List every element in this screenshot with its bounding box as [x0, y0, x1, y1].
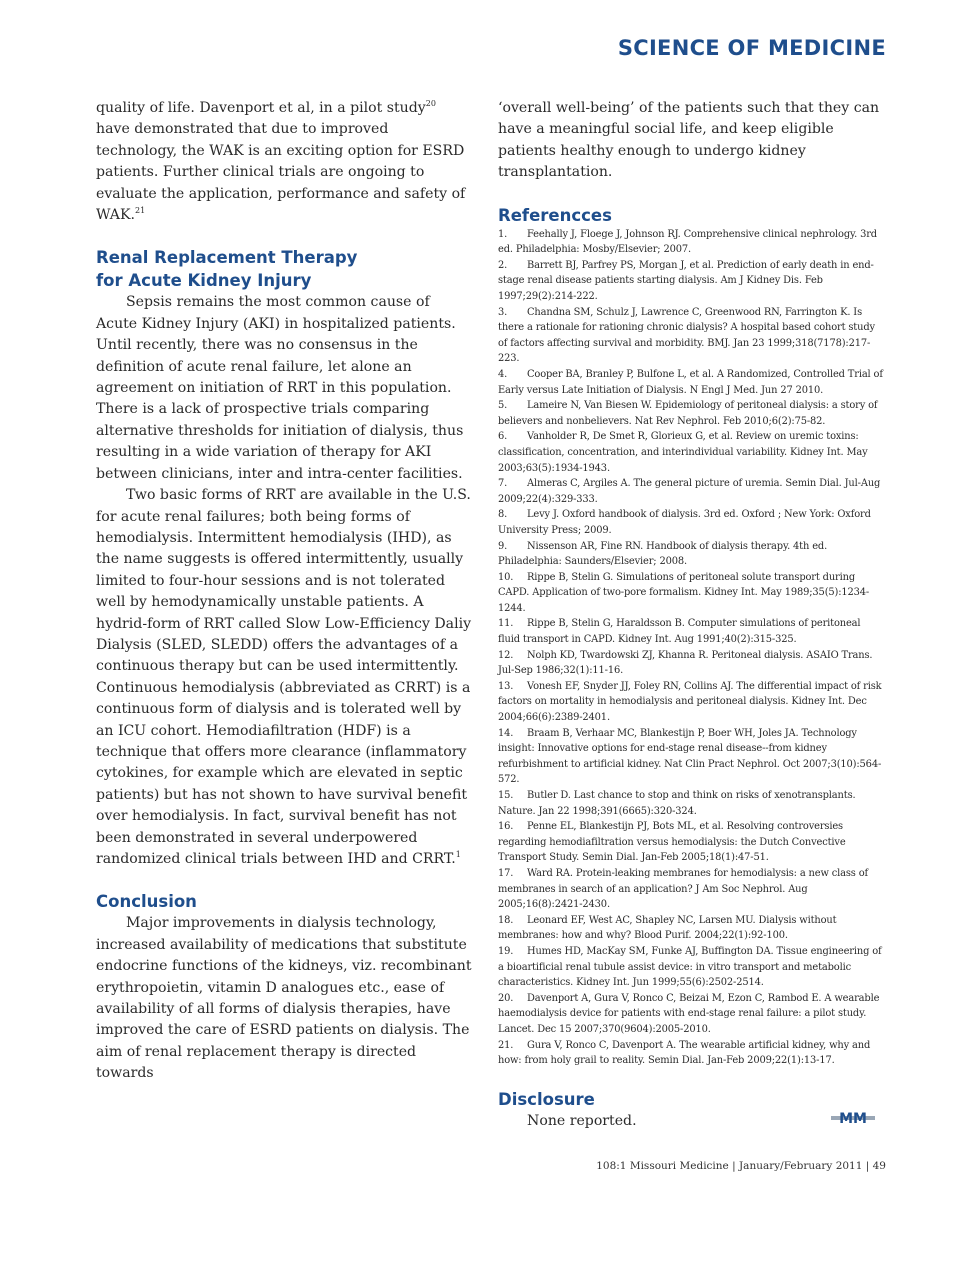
reference-item — [498, 398, 883, 429]
reference-text: Rippe B, Stelin G, Haraldsson B. Computer simulations of peritoneal fluid transport in CAPD. Kidney Int. Aug 1991;40(2):315-325. — [498, 618, 861, 646]
reference-number: 18. — [498, 914, 514, 926]
reference-text: Feehally J, Floege J, Johnson RJ. Comprehensive clinical nephrology. 3rd ed. Philadelphia: Mosby/Elsevier; 2007. — [498, 228, 877, 256]
reference-item — [498, 726, 883, 788]
reference-text: Butler D. Last chance to stop and think on risks of xenotransplants. Nature. Jan 22 1998;391(6665):320-324. — [498, 790, 856, 817]
reference-number: 7. — [498, 478, 508, 490]
reference-number: 8. — [498, 509, 508, 521]
reference-text: Gura V, Ronco C, Davenport A. The wearable artificial kidney, why and how: from holy grail to reality. Semin Dial. Jan-Feb 2009;22(1):13-17. — [498, 1039, 871, 1067]
reference-text: Lameire N, Van Biesen W. Epidemiology of peritoneal dialysis: a story of believers and nonbelievers. Nat Rev Nephrol. Feb 2010;6(2):75-82. — [498, 400, 878, 427]
reference-text: Vanholder R, De Smet R, Glorieux G, et al. Review on uremic toxins: classification, concentration, and interindividual variability. Kidney Int. May 2003;63(5):1934-1943. — [498, 431, 868, 474]
reference-list — [498, 227, 883, 1069]
reference-item — [498, 570, 883, 617]
reference-number: 3. — [498, 306, 508, 318]
reference-number: 12. — [498, 649, 514, 661]
reference-item — [498, 305, 883, 367]
paragraph-sepsis: Sepsis remains the most common cause of Acute Kidney Injury (AKI) in hospitalized patients. Until recently, there was no consensus in the definition of acute renal failure, let alone an agreement on initiation of RRT in this population. There is a lack of prospective trials comparing alternative thresholds for initiation of dialysis, thus resulting in a wide variation of therapy for AKI between clinicians, inter and intra-center facilities. — [96, 294, 464, 482]
reference-text: Nissenson AR, Fine RN. Handbook of dialysis therapy. 4th ed. Philadelphia: Saunders/Elsevier; 2008. — [498, 540, 828, 568]
paragraph-rrt-forms — [96, 485, 472, 870]
page-footer: 108:1 Missouri Medicine | January/February 2011 | 49 — [596, 1160, 886, 1172]
heading-line: for Acute Kidney Injury — [96, 271, 312, 291]
disclosure-row — [498, 1111, 883, 1132]
left-column — [96, 98, 472, 1085]
reference-item — [498, 258, 883, 305]
reference-item — [498, 476, 883, 507]
reference-number: 21. — [498, 1039, 514, 1051]
reference-number: 11. — [498, 618, 514, 630]
reference-text: Vonesh EF, Snyder JJ, Foley RN, Collins AJ. The differential impact of risk factors on mortality in hemodialysis and peritoneal dialysis. Kidney Int. Dec 2004;66(6):2389-2401. — [498, 680, 882, 724]
reference-item — [498, 367, 883, 398]
reference-item — [498, 648, 883, 679]
paragraph-conclusion: Major improvements in dialysis technology, increased availability of medications that substitute endocrine functions of the kidneys, viz. recombinant erythropoietin, vitamin D analogues etc., ease of availability of all forms of dialysis therapies, have improved the care of ESRD patients on dialysis. The aim of renal replacement therapy is directed towards — [96, 915, 472, 1082]
heading-references: Referencces — [498, 205, 612, 225]
reference-number: 1. — [498, 228, 508, 240]
heading-conclusion: Conclusion — [96, 892, 197, 912]
reference-number: 6. — [498, 431, 508, 443]
citation-superscript: 21 — [134, 206, 146, 216]
reference-number: 16. — [498, 821, 514, 833]
reference-number: 5. — [498, 400, 508, 412]
logo-text: MM — [839, 1110, 867, 1127]
reference-text: Humes HD, MacKay SM, Funke AJ, Buffington DA. Tissue engineering of a bioartificial renal tubule assist device: in vitro transport and metabolic characteristics. Kidney Int. Jun 1999;55(6):2502-2514. — [498, 945, 882, 989]
reference-text: Chandna SM, Schulz J, Lawrence C, Greenwood RN, Farrington K. Is there a rationale for rationing chronic dialysis? A hospital based cohort study of factors affecting survival and morbidity. BMJ. Jan 23 1999;318(7178):217-223. — [498, 306, 875, 365]
paragraph-text: Two basic forms of RRT are available in the U.S. for acute renal failures; both being forms of hemodialysis. Intermittent hemodialysis (IHD), as the name suggests is offered intermittently, usually limited to four-hour sessions and is not tolerated well by hemodynamically unstable patients. A hydrid-form of RRT called Slow Low-Efficiency Daliy Dialysis (SLED, SLEDD) offers the advantages of a continuous therapy but can be used intermittently. Continuous hemodialysis (abbreviated as CRRT) is a continuous form of dialysis and is tolerated well by an ICU cohort. Hemodiafiltration (HDF) is a technique that offers more clearance (inflammatory cytokines, for example which are elevated in septic patients) but has not shown to have survival benefit over hemodialysis. In fact, survival benefit has not been demonstrated in several underpowered randomized clinical trials between IHD and CRRT. — [96, 487, 472, 867]
right-column — [498, 98, 883, 1132]
disclosure-text: None reported. — [527, 1112, 637, 1129]
reference-number: 2. — [498, 259, 508, 271]
reference-text: Rippe B, Stelin G. Simulations of peritoneal solute transport during CAPD. Application of two-pore formalism. Kidney Int. May 1989;35(5):1234-1244. — [498, 571, 870, 614]
reference-number: 13. — [498, 680, 514, 692]
citation-superscript: 1 — [455, 850, 461, 859]
reference-text: Barrett BJ, Parfrey PS, Morgan J, et al. Prediction of early death in end-stage renal disease patients starting dialysis. Am J Kidney Dis. Feb 1997;29(2):214-222. — [498, 259, 874, 302]
citation-superscript: 20 — [425, 99, 436, 108]
paragraph-text: quality of life. Davenport et al, in a pilot study — [96, 100, 426, 116]
reference-text: Ward RA. Protein-leaking membranes for hemodialysis: a new class of membranes in search of an application? J Am Soc Nephrol. Aug 2005;16(8):2421-2430. — [498, 867, 869, 911]
reference-number: 17. — [498, 867, 514, 879]
reference-text: Almeras C, Argiles A. The general picture of uremia. Semin Dial. Jul-Aug 2009;22(4):329-333. — [498, 478, 881, 505]
heading-line: Renal Replacement Therapy — [96, 248, 358, 268]
reference-number: 19. — [498, 945, 514, 957]
reference-text: Leonard EF, West AC, Shapley NC, Larsen MU. Dialysis without membranes: how and why? Blood Purif. 2004;22(1):92-100. — [498, 914, 837, 942]
reference-number: 15. — [498, 790, 514, 801]
reference-item — [498, 429, 883, 476]
reference-text: Braam B, Verhaar MC, Blankestijn P, Boer WH, Joles JA. Technology insight: Innovative options for end-stage renal disease--from kidney refurbishment to artificial kidney. Nat Clin Pract Nephrol. Oct 2007;3(10):564-572. — [498, 727, 882, 786]
reference-number: 4. — [498, 368, 508, 380]
reference-item — [498, 991, 883, 1038]
reference-item — [498, 913, 883, 944]
reference-text: Cooper BA, Branley P, Bulfone L, et al. A Randomized, Controlled Trial of Early versus Late Initiation of Dialysis. N Engl J Med. Jun 27 2010. — [498, 368, 883, 396]
reference-item — [498, 788, 883, 819]
reference-text: Nolph KD, Twardowski ZJ, Khanna R. Peritoneal dialysis. ASAIO Trans. Jul-Sep 1986;32(1):11-16. — [498, 649, 873, 677]
reference-number: 14. — [498, 727, 514, 739]
reference-number: 9. — [498, 540, 508, 552]
reference-item — [498, 507, 883, 538]
reference-item — [498, 866, 883, 913]
missouri-medicine-logo-icon — [831, 1109, 875, 1127]
paragraph-well-being: ‘overall well-being’ of the patients such that they can have a meaningful social life, and keep eligible patients healthy enough to undergo kidney transplantation. — [498, 100, 880, 181]
section-header: SCIENCE OF MEDICINE — [617, 36, 886, 60]
reference-item — [498, 539, 883, 570]
reference-item — [498, 944, 883, 991]
paragraph-wak — [96, 98, 472, 226]
paragraph-text: have demonstrated that due to improved technology, the WAK is an exciting option for ESRD patients. Further clinical trials are ongoing to evaluate the application, performance and safety of WAK. — [96, 121, 466, 224]
reference-text: Levy J. Oxford handbook of dialysis. 3rd ed. Oxford ; New York: Oxford University Press; 2009. — [498, 509, 871, 536]
reference-item — [498, 1038, 883, 1069]
heading-disclosure: Disclosure — [498, 1089, 595, 1109]
reference-number: 20. — [498, 992, 514, 1004]
reference-item — [498, 227, 883, 258]
reference-text: Davenport A, Gura V, Ronco C, Beizai M, Ezon C, Rambod E. A wearable haemodialysis device for patients with end-stage renal failure: a pilot study. Lancet. Dec 15 2007;370(9604):2005-2010. — [498, 992, 880, 1035]
reference-item — [498, 819, 883, 866]
reference-number: 10. — [498, 571, 514, 583]
reference-item — [498, 679, 883, 726]
reference-text: Penne EL, Blankestijn PJ, Bots ML, et al. Resolving controversies regarding hemodiafiltration versus hemodialysis: the Dutch Convective Transport Study. Semin Dial. Jan-Feb 2005;18(1):47-51. — [498, 821, 846, 864]
heading-rrt-aki — [96, 246, 472, 292]
reference-item — [498, 616, 883, 647]
